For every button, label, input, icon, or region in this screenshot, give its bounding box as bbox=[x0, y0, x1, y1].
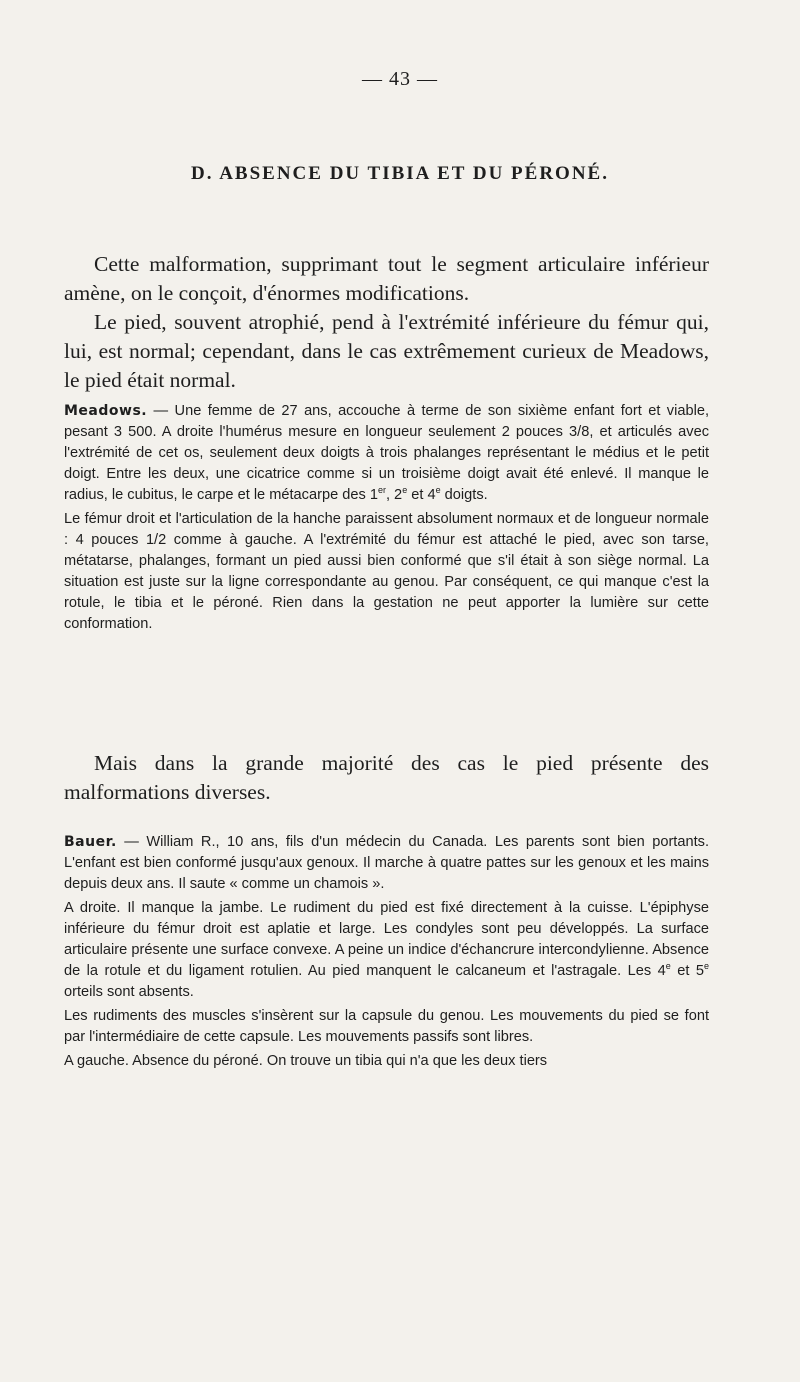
intro-paragraph-1: Cette malformation, supprimant tout le segment articulaire inférieur amène, on le conçoit, d'énormes modifications. bbox=[64, 252, 709, 305]
bauer-paragraph-2: A droite. Il manque la jambe. Le rudiment du pied est fixé directement à la cuisse. L'épiphyse inférieure du fémur droit est aplatie et large. Les condyles sont peu développés. La surface articulaire présente une surface convexe. A peine un indice d'échancrure intercondylienne. Absence de la rotule et du ligament rotulien. Au pied manquent le calcaneum et l'astragale. Les 4e et 5e orteils sont absents. bbox=[64, 900, 709, 1000]
page-number: — 43 — bbox=[362, 68, 438, 90]
middle-block bbox=[64, 749, 709, 807]
bauer-case bbox=[64, 832, 709, 1072]
case-name-meadows: Meadows. bbox=[64, 403, 148, 419]
middle-paragraph: Mais dans la grande majorité des cas le pied présente des malformations diverses. bbox=[64, 751, 709, 804]
bauer-paragraph-1: Bauer. — William R., 10 ans, fils d'un médecin du Canada. Les parents sont bien portants. L'enfant est bien conformé jusqu'aux genoux. Il marche à quatre pattes sur les genoux et les mains depuis deux ans. Il saute « comme un chamois ». bbox=[64, 834, 709, 892]
intro-block bbox=[64, 250, 709, 395]
meadows-paragraph-2: Le fémur droit et l'articulation de la hanche paraissent absolument normaux et de longueur normale : 4 pouces 1/2 comme à gauche. A l'extrémité du fémur est attaché le pied, avec son tarse, métatarse, phalanges, formant un pied aussi bien conformé que s'il était à son siège normal. La situation est juste sur la ligne correspondante au genou. Par conséquent, ce qui manque c'est la rotule, le tibia et le péroné. Rien dans la gestation ne peut apporter la lumière sur cette conformation. bbox=[64, 511, 709, 632]
meadows-paragraph-1: Meadows. — Une femme de 27 ans, accouche à terme de son sixième enfant fort et viable, pesant 3 500. A droite l'humérus mesure en longueur seulement 2 pouces 3/8, et articulés avec l'extrémité de cet os, seulement deux doigts à trois phalanges représentant le médius et le petit doigt. Entre les deux, une cicatrice comme si un troisième doigt avait été enlevé. Il manque le radius, le cubitus, le carpe et le métacarpe des 1er, 2e et 4e doigts. bbox=[64, 403, 709, 503]
bauer-paragraph-4: A gauche. Absence du péroné. On trouve un tibia qui n'a que les deux tiers bbox=[64, 1053, 548, 1069]
bauer-paragraph-3: Les rudiments des muscles s'insèrent sur la capsule du genou. Les mouvements du pied se font par l'intermédiaire de cette capsule. Les mouvements passifs sont libres. bbox=[64, 1008, 709, 1045]
meadows-case bbox=[64, 401, 709, 635]
intro-paragraph-2: Le pied, souvent atrophié, pend à l'extrémité inférieure du fémur qui, lui, est normal; cependant, dans le cas extrêmement curieux de Meadows, le pied était normal. bbox=[64, 310, 709, 392]
section-title: D. ABSENCE DU TIBIA ET DU PÉRONÉ. bbox=[191, 163, 609, 184]
case-name-bauer: Bauer. bbox=[64, 834, 117, 850]
